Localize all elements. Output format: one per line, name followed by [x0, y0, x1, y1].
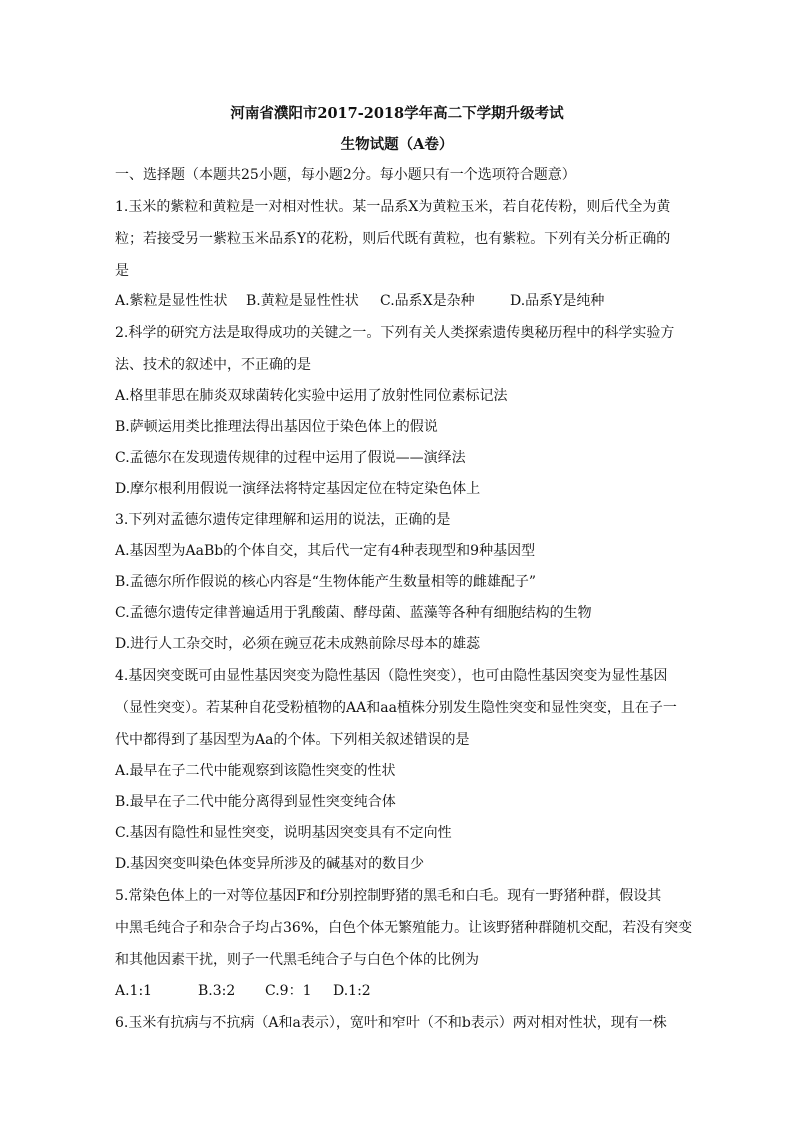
- question-3-option-d: D.进行人工杂交时，必须在豌豆花未成熟前除尽母本的雄蕊: [115, 636, 481, 652]
- question-3-stem-line-1: 3.下列对孟德尔遗传定律理解和运用的说法，正确的是: [115, 512, 451, 528]
- question-3-option-c: C.孟德尔遗传定律普遍适用于乳酸菌、酵母菌、蓝藻等各种有细胞结构的生物: [115, 605, 592, 621]
- question-1-option-b: B.黄粒是显性性状: [246, 293, 359, 309]
- question-3-option-b: B.孟德尔所作假说的核心内容是“生物体能产生数量相等的雌雄配子”: [115, 574, 537, 590]
- question-2-option-a: A.格里菲思在肺炎双球菌转化实验中运用了放射性同位素标记法: [115, 388, 508, 404]
- question-1-option-d: D.品系Y是纯种: [510, 293, 605, 309]
- question-1-option-c: C.品系X是杂种: [380, 293, 475, 309]
- question-2-stem-line-2: 法、技术的叙述中，不正确的是: [115, 357, 311, 373]
- question-4-option-b: B.最早在子二代中能分离得到显性突变纯合体: [115, 794, 396, 810]
- question-5-option-b: B.3:2: [198, 983, 236, 999]
- exam-title: 河南省濮阳市2017-2018学年高二下学期升级考试: [230, 105, 564, 122]
- question-4-stem-line-2: （显性突变）。若某种自花受粉植物的AA和aa植株分别发生隐性突变和显性突变，且在子一: [115, 700, 677, 716]
- question-2-option-c: C.孟德尔在发现遗传规律的过程中运用了假说——演绎法: [115, 450, 466, 466]
- question-3-option-a: A.基因型为AaBb的个体自交，其后代一定有4种表现型和9种基因型: [115, 543, 536, 559]
- question-4-option-a: A.最早在子二代中能观察到该隐性突变的性状: [115, 763, 396, 779]
- question-4-option-c: C.基因有隐性和显性突变，说明基因突变具有不定向性: [115, 825, 452, 841]
- question-5-stem-line-1: 5.常染色体上的一对等位基因F和f分别控制野猪的黑毛和白毛。现有一野猪种群，假设其: [115, 888, 662, 904]
- question-4-stem-line-3: 代中都得到了基因型为Aa的个体。下列相关叙述错误的是: [115, 732, 470, 748]
- question-5-option-d: D.1:2: [333, 983, 371, 999]
- question-1-stem-line-1: 1.玉米的紫粒和黄粒是一对相对性状。某一品系X为黄粒玉米，若自花传粉，则后代全为黄: [115, 199, 671, 215]
- question-2-option-b: B.萨顿运用类比推理法得出基因位于染色体上的假说: [115, 419, 438, 435]
- question-5-option-c: C.9：1: [265, 983, 312, 999]
- question-1-stem-line-3: 是: [115, 263, 129, 279]
- question-5-stem-line-3: 和其他因素干扰，则子一代黑毛纯合子与白色个体的比例为: [115, 952, 479, 968]
- exam-subtitle: 生物试题（A卷）: [340, 136, 454, 153]
- question-4-option-d: D.基因突变叫染色体变异所涉及的碱基对的数目少: [115, 856, 425, 872]
- question-5-stem-line-2: 中黑毛纯合子和杂合子均占36%，白色个体无繁殖能力。让该野猪种群随机交配，若没有突变: [115, 920, 693, 936]
- question-2-option-d: D.摩尔根利用假说一演绎法将特定基因定位在特定染色体上: [115, 481, 481, 497]
- question-2-stem-line-1: 2.科学的研究方法是取得成功的关键之一。下列有关人类探索遗传奥秘历程中的科学实验方: [115, 325, 675, 341]
- question-1-stem-line-2: 粒；若接受另一紫粒玉米品系Y的花粉，则后代既有黄粒，也有紫粒。下列有关分析正确的: [115, 231, 671, 247]
- question-5-option-a: A.1:1: [115, 983, 153, 999]
- question-1-option-a: A.紫粒是显性性状: [115, 293, 228, 309]
- question-6-stem-line-1: 6.玉米有抗病与不抗病（A和a表示），宽叶和窄叶（不和b表示）两对相对性状，现有一株: [115, 1015, 667, 1031]
- section-header: 一、选择题（本题共25小题，每小题2分。每小题只有一个选项符合题意）: [115, 167, 576, 183]
- question-4-stem-line-1: 4.基因突变既可由显性基因突变为隐性基因（隐性突变），也可由隐性基因突变为显性基因: [115, 668, 668, 684]
